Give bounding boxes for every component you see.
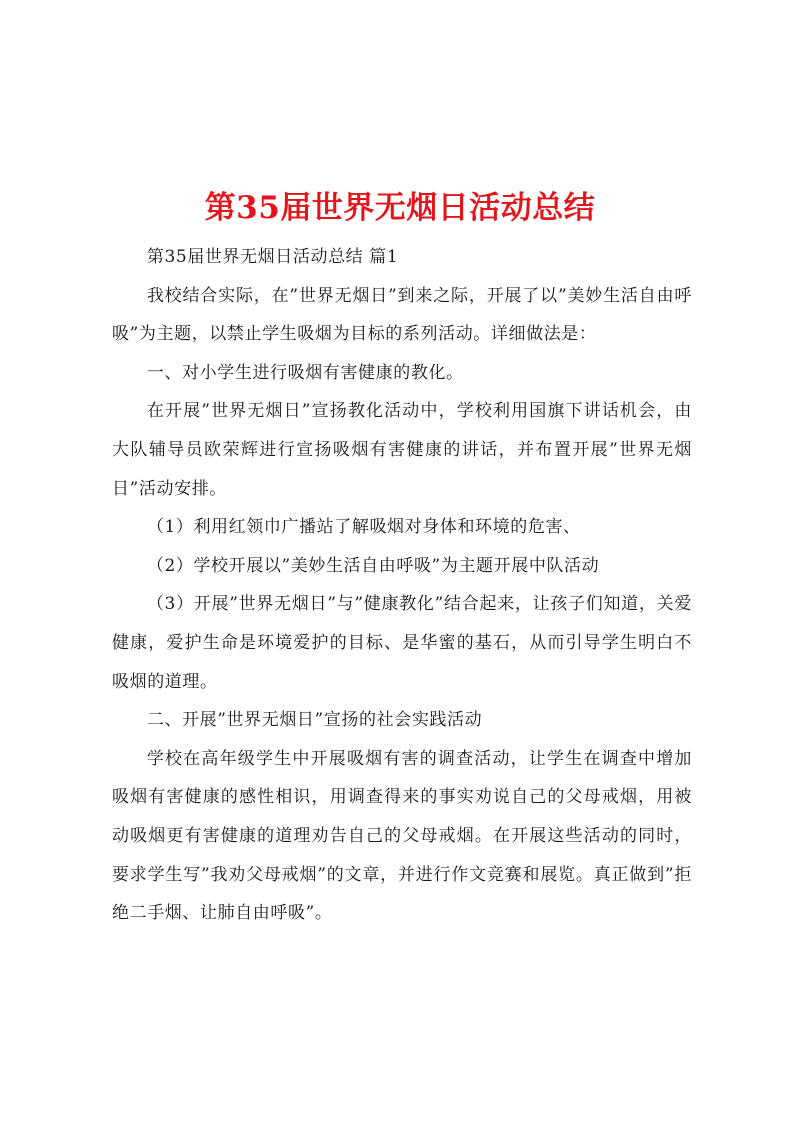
document-body (112, 238, 692, 933)
paragraph: 在开展”世界无烟日”宣扬教化活动中，学校利用国旗下讲话机会，由大队辅导员欧荣辉进行宣扬吸烟有害健康的讲话，并布置开展”世界无烟日”活动安排。 (112, 401, 692, 499)
list-item: （2）学校开展以”美妙生活自由呼吸”为主题开展中队活动 (146, 555, 600, 576)
list-item: （1）利用红领巾广播站了解吸烟对身体和环境的危害、 (146, 517, 581, 538)
section-heading: 二、开展”世界无烟日”宣扬的社会实践活动 (146, 710, 483, 731)
document-title: 第35届世界无烟日活动总结 (204, 189, 596, 226)
section-heading: 第35届世界无烟日活动总结 篇1 (146, 247, 399, 267)
paragraph: 学校在高年级学生中开展吸烟有害的调查活动，让学生在调查中增加吸烟有害健康的感性相识，用调查得来的事实劝说自己的父母戒烟，用被动吸烟更有害健康的道理劝告自己的父母戒烟。在开展这些活动的同时，要求学生写”我劝父母戒烟”的文章，并进行作文竞赛和展览。真正做到”拒绝二手烟、让肺自由呼吸”。 (112, 748, 692, 924)
section-heading: 一、对小学生进行吸烟有害健康的教化。 (146, 362, 464, 383)
list-item: （3）开展”世界无烟日”与”健康教化”结合起来，让孩子们知道，关爱健康，爱护生命是环境爱护的目标、是华蜜的基石，从而引导学生明白不吸烟的道理。 (112, 594, 692, 692)
paragraph: 我校结合实际，在”世界无烟日”到来之际，开展了以”美妙生活自由呼吸”为主题，以禁止学生吸烟为目标的系列活动。详细做法是： (112, 285, 692, 345)
